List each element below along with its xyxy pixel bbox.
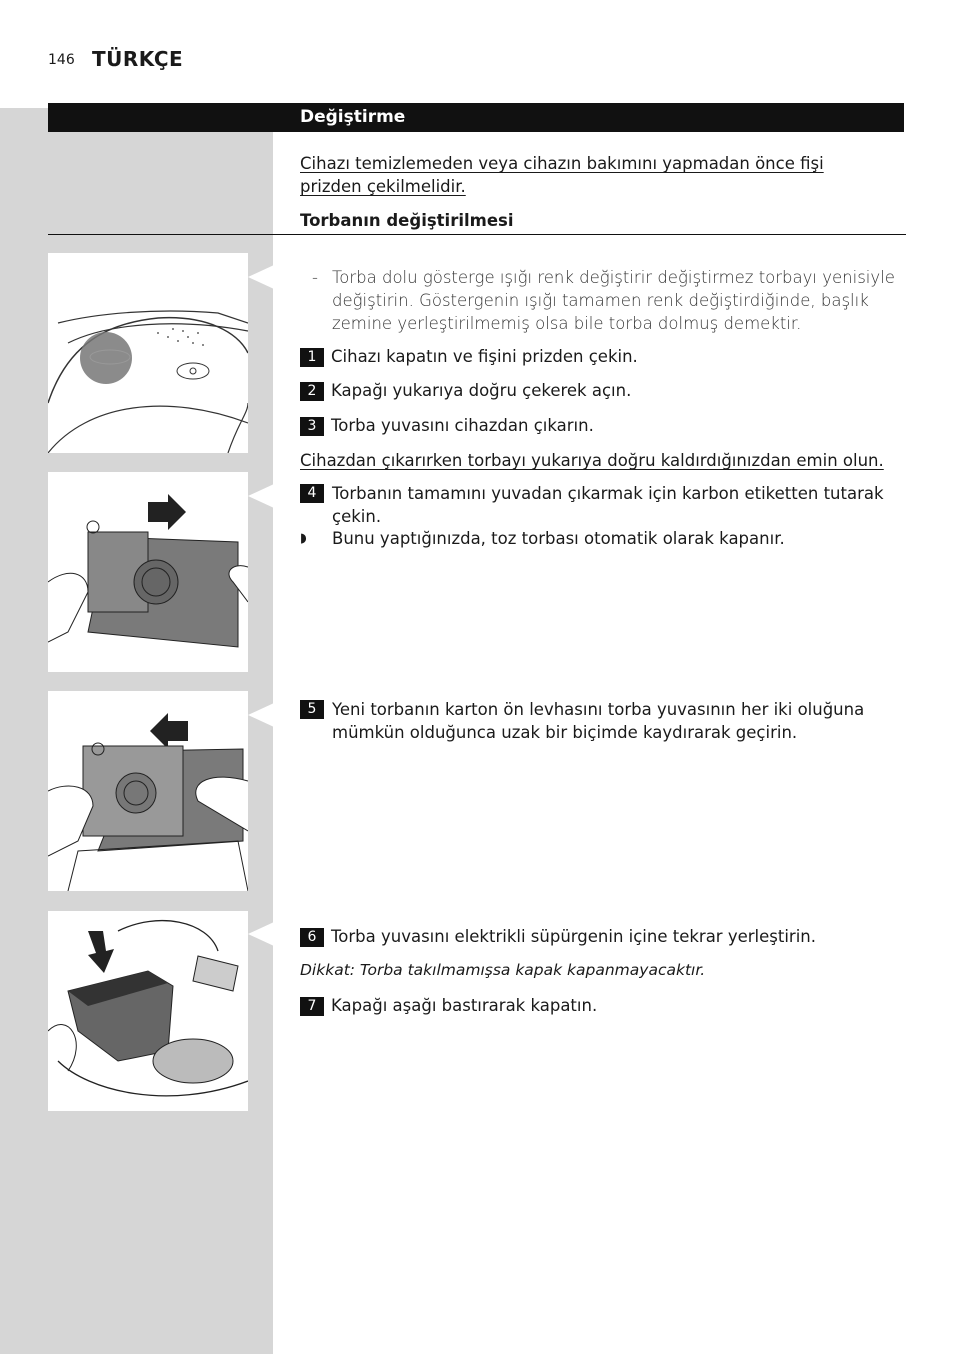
step-number: 6 (300, 928, 324, 947)
remove-bag-arrow-right-icon (48, 472, 248, 672)
step-text: Torbanın tamamını yuvadan çıkarmak için karbon etiketten tutarak çekin. (332, 484, 884, 526)
intro-dash: - (312, 268, 318, 287)
intro-item (300, 266, 900, 335)
divider-rule (48, 234, 906, 235)
step-text: Cihazı kapatın ve fişini prizden çekin. (331, 347, 638, 366)
pointer-triangle (248, 484, 274, 508)
step-number: 2 (300, 382, 324, 401)
step-number: 3 (300, 417, 324, 436)
step-3 (300, 414, 900, 437)
step-4 (300, 482, 900, 528)
insert-bag-arrow-left-icon (48, 691, 248, 891)
caution-note: Dikkat: Torba takılmamışsa kapak kapanmayacaktır. (300, 961, 706, 979)
language-title: TÜRKÇE (92, 47, 184, 71)
step-text: Torba yuvasını elektrikli süpürgenin içine tekrar yerleştirin. (331, 927, 816, 946)
step-text: Torba yuvasını cihazdan çıkarın. (331, 416, 594, 435)
place-bag-holder-arrow-down-icon (48, 911, 248, 1111)
warning-text: Cihazı temizlemeden veya cihazın bakımını yapmadan önce fişi prizden çekilmelidir. (300, 154, 824, 196)
vacuum-cleaner-bag-indicator-icon (48, 253, 248, 453)
step-text: Kapağı yukarıya doğru çekerek açın. (331, 381, 632, 400)
section-header-bar (48, 103, 904, 132)
step-5 (300, 698, 900, 744)
step-text: Kapağı aşağı bastırarak kapatın. (331, 996, 598, 1015)
lift-note: Cihazdan çıkarırken torbayı yukarıya doğru kaldırdığınızdan emin olun. (300, 451, 884, 470)
result-text: Bunu yaptığınızda, toz torbası otomatik olarak kapanır. (332, 529, 785, 548)
result-bullet-icon: ◗ (300, 531, 307, 546)
step-number: 4 (300, 484, 324, 503)
step-6 (300, 925, 900, 948)
section-title: Değiştirme (300, 107, 406, 127)
intro-text: Torba dolu gösterge ışığı renk değiştirir değiştirmez torbayı yenisiyle değiştirin. Göstergenin ışığı tamamen renk değiştirdiğinde, başlık zemine yerleştirilmemiş olsa bile torba dolmuş demektir. (332, 268, 895, 333)
pointer-triangle (248, 703, 274, 727)
step-1 (300, 345, 900, 368)
pointer-triangle (248, 265, 274, 289)
step-text: Yeni torbanın karton ön levhasını torba yuvasının her iki oluğuna mümkün olduğunca uzak bir biçimde kaydırarak geçirin. (332, 700, 865, 742)
result-line (300, 527, 900, 550)
page-number: 146 (48, 52, 75, 68)
step-number: 5 (300, 700, 324, 719)
step-number: 7 (300, 997, 324, 1016)
step-number: 1 (300, 348, 324, 367)
step-2 (300, 379, 900, 402)
step-7 (300, 994, 900, 1017)
subheading: Torbanın değiştirilmesi (300, 211, 514, 230)
pointer-triangle (248, 922, 274, 946)
